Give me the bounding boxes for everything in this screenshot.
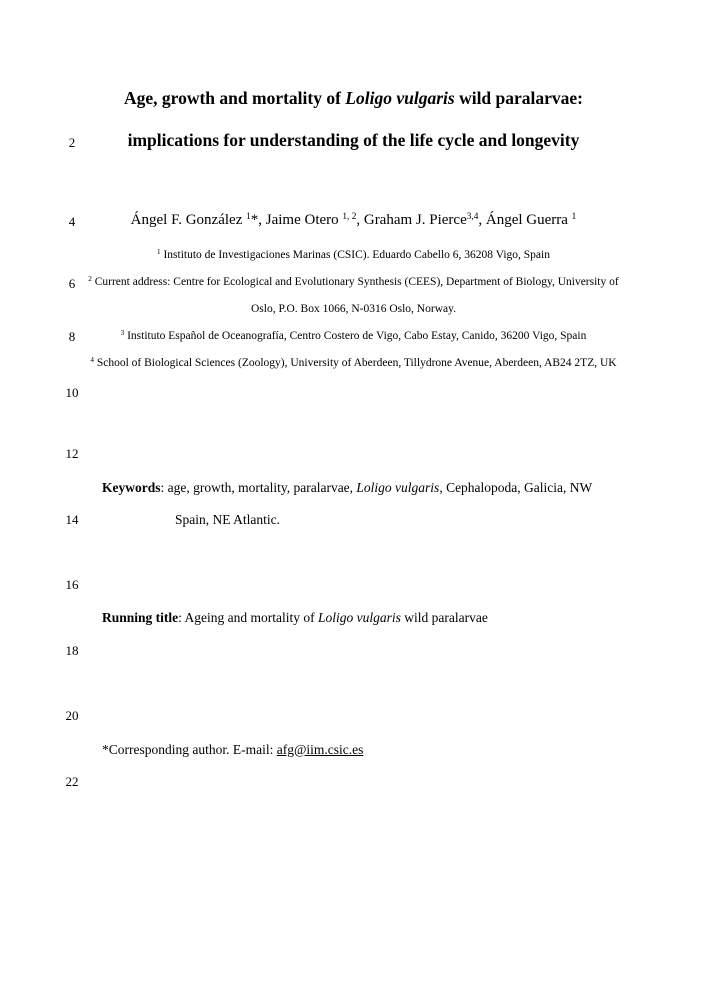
keywords-label: Keywords [102,480,161,495]
author: Jaime Otero $^{1, 2}$, [265,211,364,228]
keywords-line-2: Spain, NE Atlantic. [175,512,280,527]
author: Graham J. Pierce$^{3,4}$, [363,211,486,228]
line-number: 10 [65,385,79,400]
running-title-species-name: Loligo vulgaris [318,610,401,625]
running-title-label: Running title [102,610,179,625]
line-number: 6 [68,276,76,291]
line-number: 22 [65,774,79,789]
email-link[interactable]: afg@iim.csic.es [276,742,364,757]
line-number: 2 [68,135,76,150]
title-species-name: Loligo vulgaris [345,88,455,108]
running-title: Running title: Ageing and mortality of Loligo vulgaris wild paralarvae [102,610,488,625]
keywords-line-1: Keywords: age, growth, mortality, paralarvae, Loligo vulgaris, Cephalopoda, Galicia, NW [102,480,593,495]
title-text: wild paralarvae: [454,88,584,108]
affiliation-2-continued: Oslo, P.O. Box 1066, N-0316 Oslo, Norway. [251,303,456,315]
corresponding-author: *Corresponding author. E-mail: afg@iim.csic.es [102,742,364,757]
line-number: 18 [65,643,79,658]
line-number: 14 [65,512,79,527]
affiliation-2: $^2$ Current address: Centre for Ecological and Evolutionary Synthesis (CEES), Department of Biology, University of [88,275,619,288]
line-number: 12 [65,446,79,461]
line-number: 16 [65,577,79,592]
affiliation-3: $^3$ Instituto Español de Oceanografía, Centro Costero de Vigo, Cabo Estay, Canido, 36200 Vigo, Spain [120,329,587,342]
line-number: 4 [68,214,76,229]
line-number: 20 [65,708,79,723]
author-list [0,210,707,230]
affiliation-4: $^4$ School of Biological Sciences (Zoology), University of Aberdeen, Tillydrone Avenue, Aberdeen, AB24 2TZ, UK [90,356,617,369]
paper-title-line-2: implications for understanding of the life cycle and longevity [127,130,580,150]
keyword-species-name: Loligo vulgaris [356,480,440,495]
line-number: 8 [68,329,76,344]
author: Ángel Guerra $^1$ [485,211,577,228]
author: Ángel F. González $^1$*, [130,211,266,228]
paper-title-line-1 [0,87,707,109]
affiliation-1: $^1$ Instituto de Investigaciones Marinas (CSIC). Eduardo Cabello 6, 36208 Vigo, Spain [157,248,550,261]
title-text: Age, growth and mortality of [123,88,346,108]
